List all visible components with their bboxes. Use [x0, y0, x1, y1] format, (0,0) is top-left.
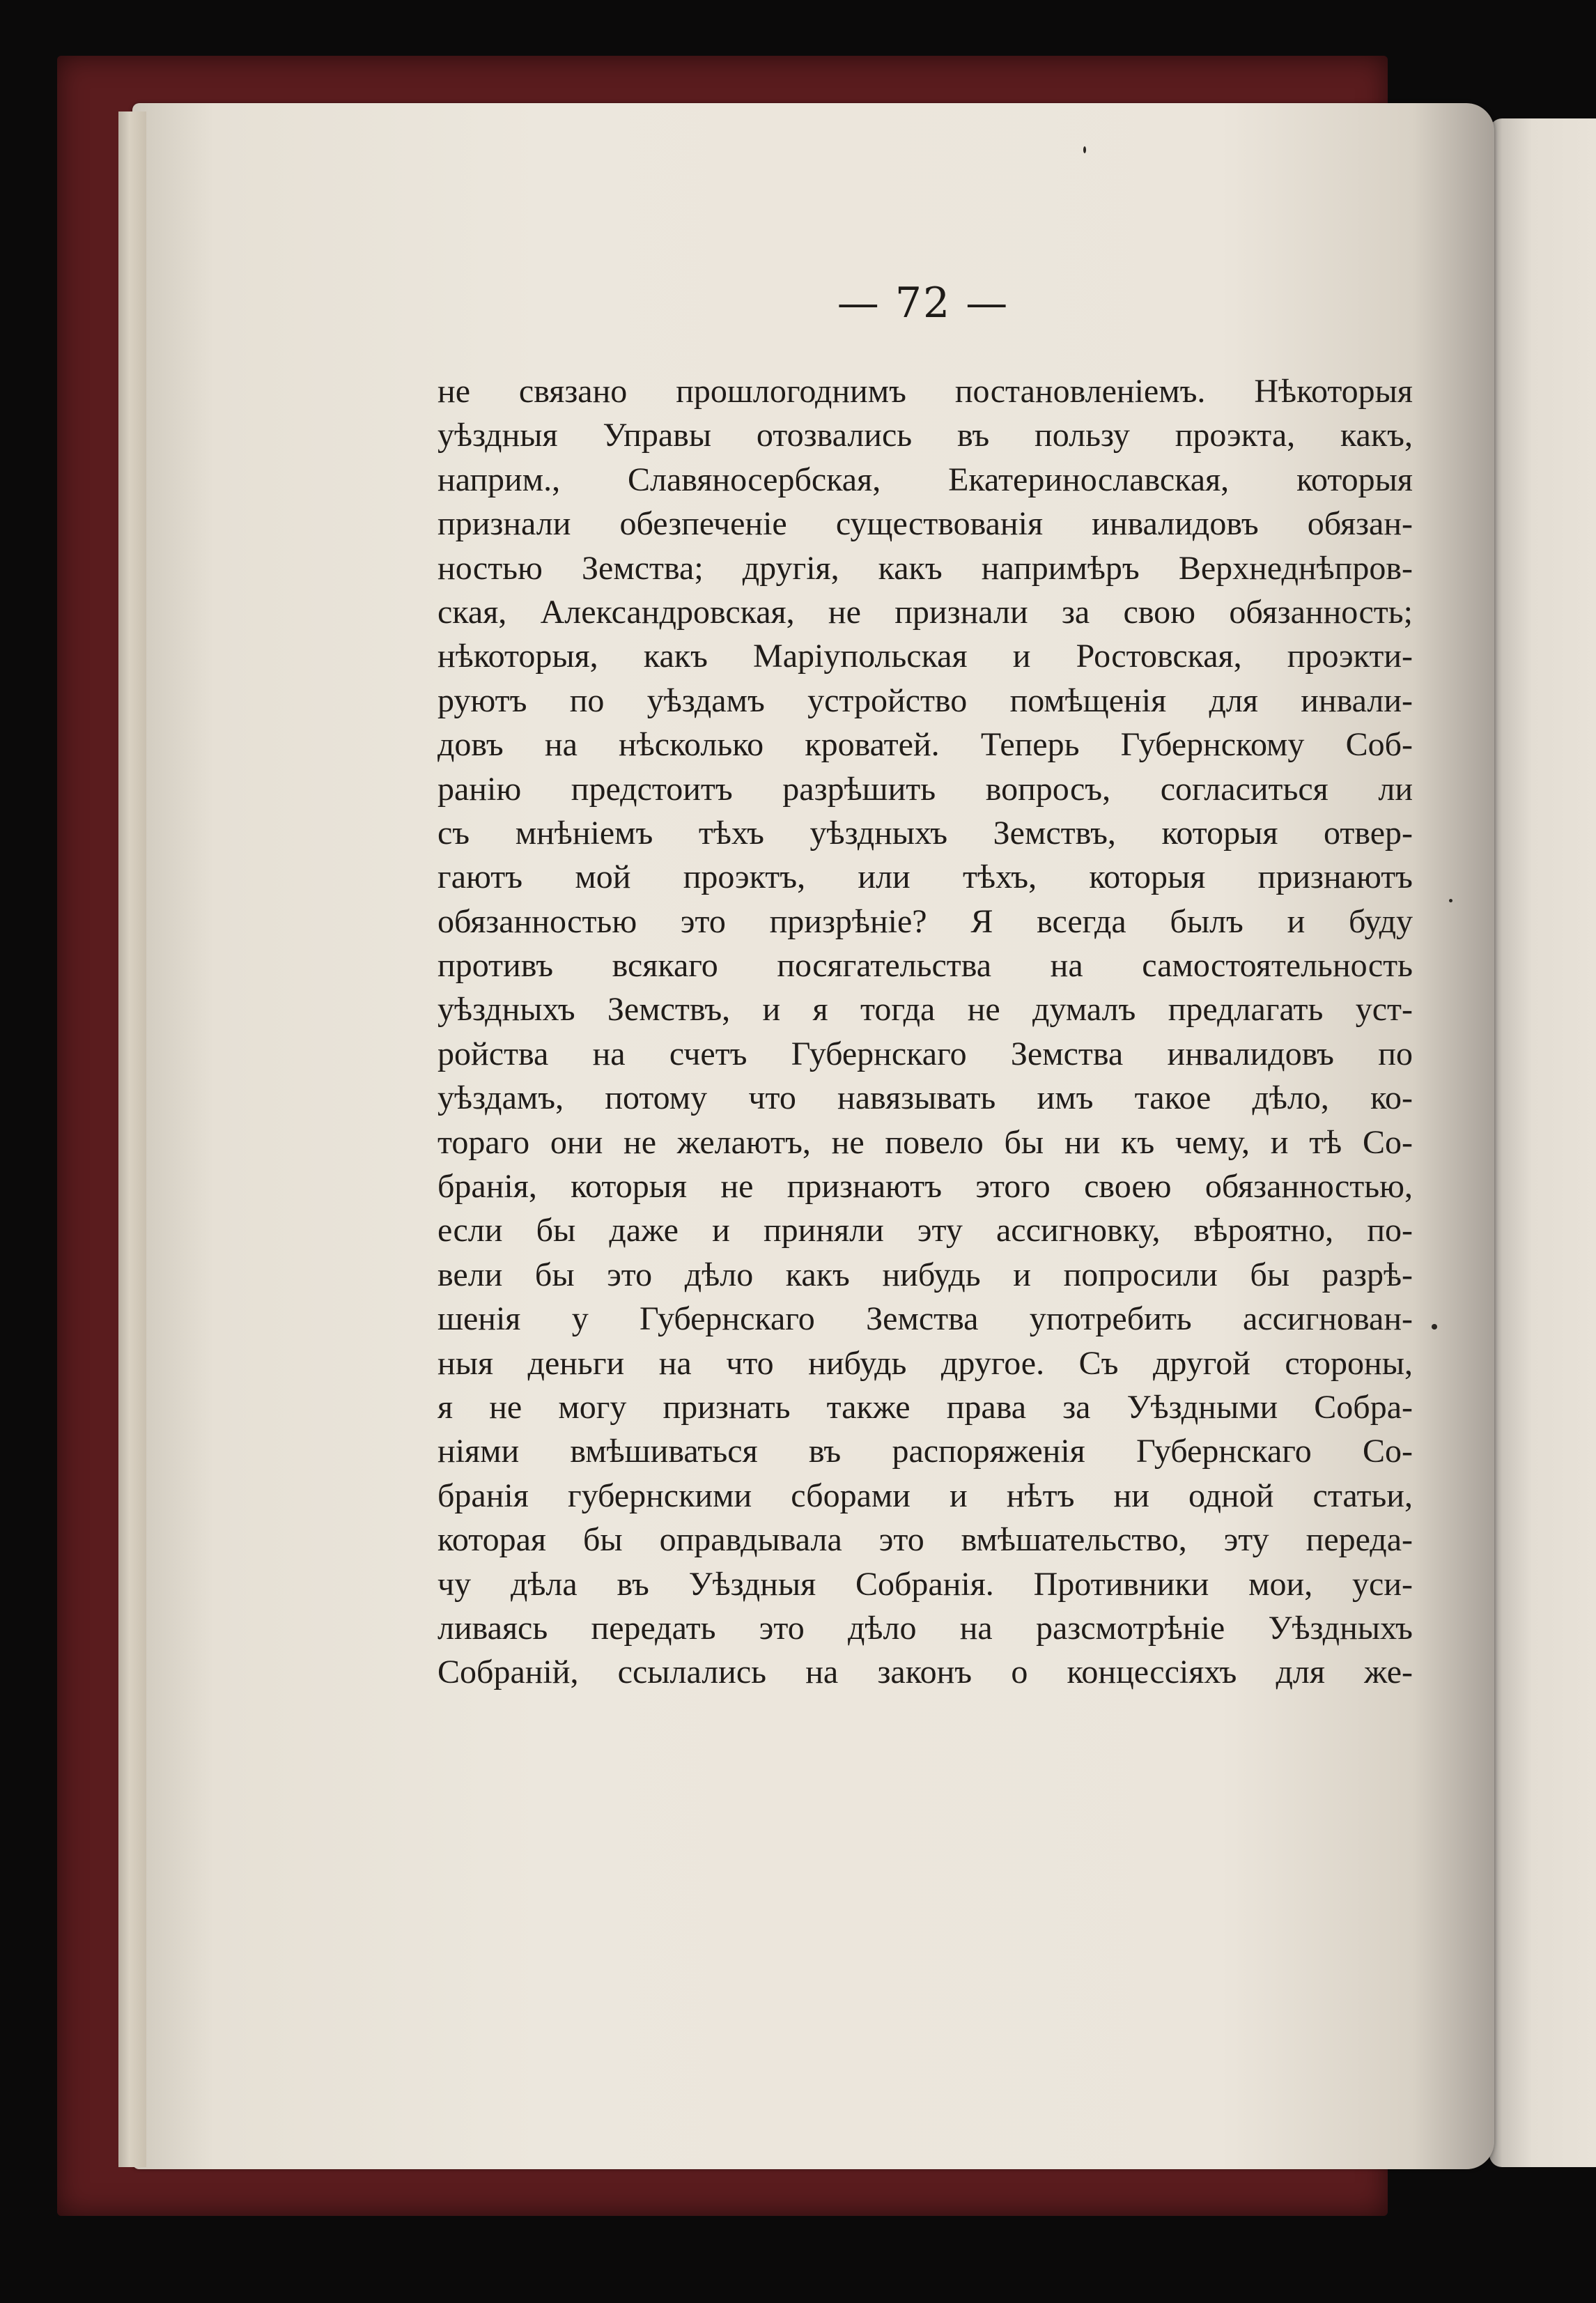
text-line: руютъ по уѣздамъ устройство помѣщенія для инвали-: [437, 681, 1413, 719]
text-line: бранія губернскими сборами и нѣтъ ни одной статьи,: [437, 1477, 1413, 1514]
text-line: съ мнѣніемъ тѣхъ уѣздныхъ Земствъ, которыя отвер-: [437, 814, 1413, 852]
text-line: ройства на счетъ Губернскаго Земства инвалидовъ по: [437, 1035, 1413, 1072]
text-line: ніями вмѣшиваться въ распоряженія Губернскаго Со-: [437, 1433, 1413, 1470]
ink-speck: [1449, 899, 1452, 902]
page-body-text: [437, 369, 1413, 1695]
text-line: вели бы это дѣло какъ нибудь и попросили бы разрѣ-: [437, 1256, 1413, 1293]
text-line: уѣздамъ, потому что навязывать имъ такое дѣло, ко-: [437, 1079, 1413, 1117]
text-line: тораго они не желаютъ, не повело бы ни къ чему, и тѣ Со-: [437, 1123, 1413, 1161]
text-line: ныя деньги на что нибудь другое. Съ другой стороны,: [437, 1344, 1413, 1382]
text-line: Собраній, ссылались на законъ о концессіяхъ для же-: [437, 1654, 1413, 1691]
text-line: шенія у Губернскаго Земства употребить ассигнован-: [437, 1300, 1413, 1338]
text-line: противъ всякаго посягательства на самостоятельность: [437, 947, 1413, 985]
ink-speck: [1083, 146, 1086, 153]
text-line: нѣкоторыя, какъ Маріупольская и Ростовская, проэкти-: [437, 638, 1413, 675]
text-line: бранія, которыя не признаютъ этого своею обязанностью,: [437, 1168, 1413, 1206]
page-stack-edge: [118, 111, 146, 2167]
text-line: ностью Земства; другія, какъ напримѣръ Верхнеднѣпров-: [437, 549, 1413, 587]
text-line: чу дѣла въ Уѣздныя Собранія. Противники мои, уси-: [437, 1565, 1413, 1603]
text-line: не связано прошлогоднимъ постановленіемъ. Нѣкоторыя: [437, 373, 1413, 410]
text-line: гаютъ мой проэктъ, или тѣхъ, которыя признаютъ: [437, 858, 1413, 896]
page-number: — 72 —: [837, 279, 1009, 328]
text-line: которая бы оправдывала это вмѣшательство, эту переда-: [437, 1521, 1413, 1559]
text-line: ская, Александровская, не признали за свою обязанность;: [437, 593, 1413, 631]
text-line: если бы даже и приняли эту ассигновку, вѣроятно, по-: [437, 1212, 1413, 1249]
text-line: уѣздныя Управы отозвались въ пользу проэкта, какъ,: [437, 417, 1413, 454]
text-line: ливаясь передать это дѣло на разсмотрѣніе Уѣздныхъ: [437, 1609, 1413, 1647]
text-line: уѣздныхъ Земствъ, и я тогда не думалъ предлагать уст-: [437, 991, 1413, 1029]
facing-page-edge: [1489, 118, 1596, 2167]
text-line: наприм., Славяносербская, Екатеринославская, которыя: [437, 461, 1413, 498]
text-line: признали обезпеченіе существованія инвалидовъ обязан-: [437, 505, 1413, 543]
ink-speck: [1432, 1324, 1437, 1330]
text-line: довъ на нѣсколько кроватей. Теперь Губернскому Соб-: [437, 726, 1413, 764]
text-line: я не могу признать также права за Уѣздными Собра-: [437, 1388, 1413, 1426]
text-line: ранію предстоитъ разрѣшить вопросъ, согласиться ли: [437, 770, 1413, 808]
text-line: обязанностью это призрѣніе? Я всегда былъ и буду: [437, 902, 1413, 940]
